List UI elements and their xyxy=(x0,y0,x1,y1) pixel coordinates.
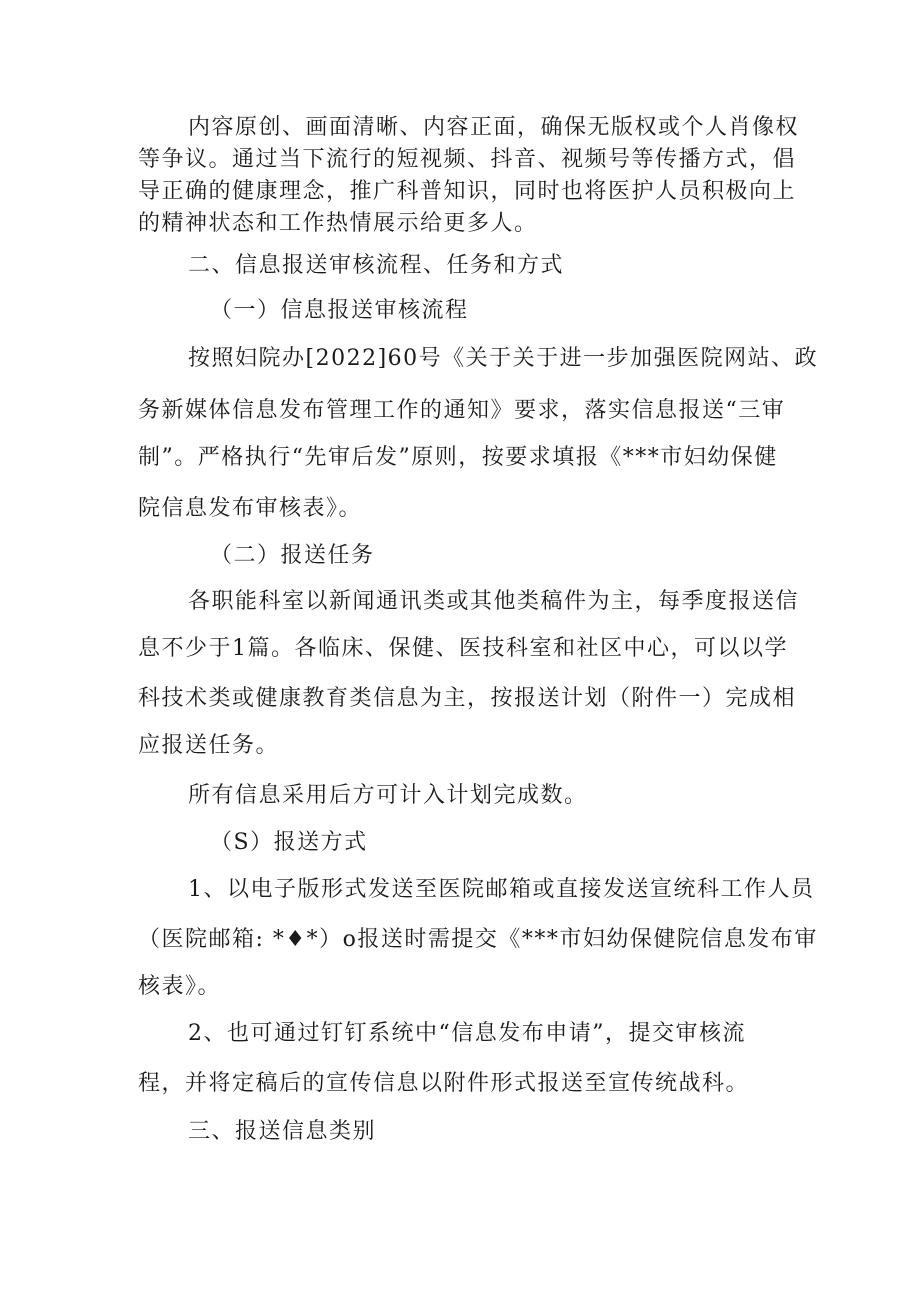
paragraph-line: 导正确的健康理念，推广科普知识，同时也将医护人员积极向上 xyxy=(138,179,797,204)
paragraph-line: 2、也可通过钉钉系统中“信息发布申请”，提交审核流 xyxy=(188,1021,746,1046)
paragraph-line: 息不少于1篇。各临床、保健、医技科室和社区中心，可以以学 xyxy=(138,636,788,661)
paragraph-line: 科技术类或健康教育类信息为主，按报送计划（附件一）完成相 xyxy=(138,686,797,711)
paragraph-line: 按照妇院办[2022]60号《关于关于进一步加强医院网站、政 xyxy=(188,346,819,371)
paragraph-line: 的精神状态和工作热情展示给更多人。 xyxy=(138,211,538,236)
paragraph-line: 院信息发布审核表》。 xyxy=(138,496,363,521)
section-heading: 二、信息报送审核流程、任务和方式 xyxy=(188,253,565,278)
subsection-heading: （二）报送任务 xyxy=(210,543,375,568)
paragraph-line: 等争议。通过当下流行的短视频、抖音、视频号等传播方式，倡 xyxy=(138,147,797,172)
subsection-heading: （一）信息报送审核流程 xyxy=(210,298,469,323)
section-heading: 三、报送信息类别 xyxy=(188,1119,377,1144)
paragraph-line: 务新媒体信息发布管理工作的通知》要求，落实信息报送“三审 xyxy=(138,398,786,423)
paragraph-line: （医院邮箱: *♦*）o报送时需提交《***市妇幼保健院信息发布审 xyxy=(138,927,818,952)
paragraph-line: 核表》。 xyxy=(138,974,222,999)
paragraph-line: 1、以电子版形式发送至医院邮箱或直接发送宣统科工作人员 xyxy=(188,877,815,902)
subsection-heading: （S）报送方式 xyxy=(210,830,368,855)
paragraph-line: 内容原创、画面清晰、内容正面，确保无版权或个人肖像权 xyxy=(188,115,800,140)
paragraph-line: 所有信息采用后方可计入计划完成数。 xyxy=(188,783,588,808)
paragraph-line: 应报送任务。 xyxy=(138,733,280,758)
paragraph-line: 制”。严格执行“先审后发”原则，按要求填报《***市妇幼保健 xyxy=(138,445,778,470)
paragraph-line: 程，并将定稿后的宣传信息以附件形式报送至宣传统战科。 xyxy=(138,1071,750,1096)
paragraph-line: 各职能科室以新闻通讯类或其他类稿件为主，每季度报送信 xyxy=(188,589,800,614)
